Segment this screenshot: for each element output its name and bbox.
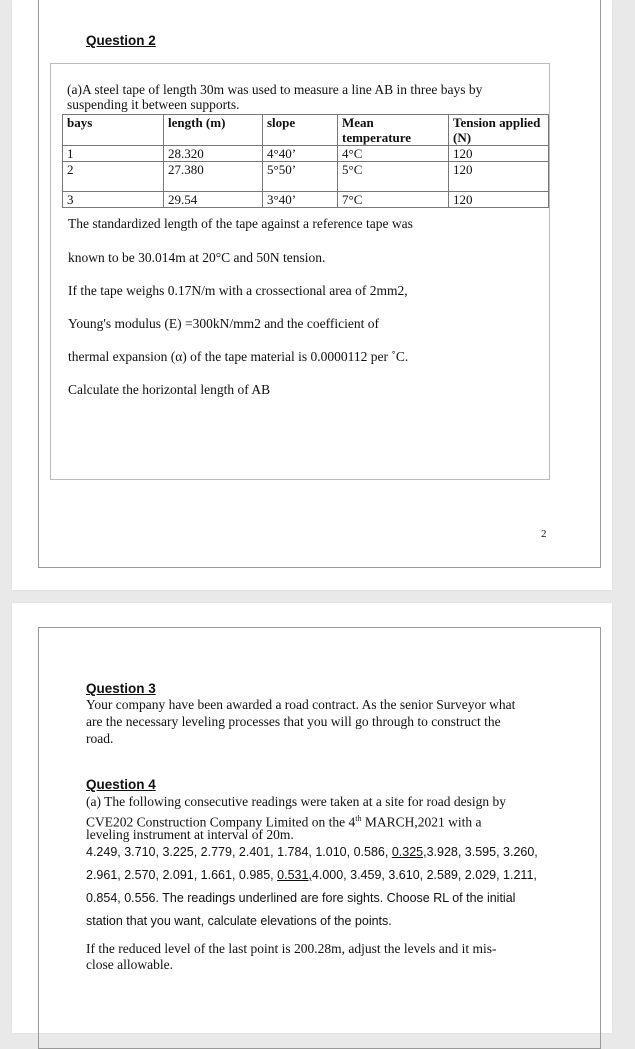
foresight-2: 0.531, bbox=[277, 868, 312, 882]
readings-1a: 4.249, 3.710, 3.225, 2.779, 2.401, 1.784, 1.010, 0.586, bbox=[86, 845, 392, 859]
q2-standardized-line: The standardized length of the tape against a reference tape was bbox=[68, 216, 413, 231]
readings-1b: 3.928, 3.595, 3.260, bbox=[426, 845, 538, 859]
q4-final-line2: close allowable. bbox=[86, 957, 173, 972]
readings-line-2 bbox=[86, 863, 537, 888]
table-row bbox=[63, 162, 549, 192]
header-tension: Tension applied (N) bbox=[449, 115, 549, 146]
q3-line3: road. bbox=[86, 731, 114, 746]
page-number: 2 bbox=[541, 528, 547, 540]
table-header-row bbox=[63, 115, 549, 146]
foresight-1: 0.325, bbox=[391, 845, 427, 859]
q2-youngs-line: Young's modulus (E) =300kN/mm2 and the coefficient of bbox=[68, 316, 380, 331]
q2-calculate-line: Calculate the horizontal length of AB bbox=[68, 382, 271, 397]
cell: 27.380 bbox=[164, 162, 263, 192]
cell: 5°C bbox=[338, 162, 449, 192]
q4-final-line1: If the reduced level of the last point is 200.28m, adjust the levels and it mis- bbox=[86, 941, 497, 956]
cell: 4°40’ bbox=[263, 146, 338, 162]
header-bays: bays bbox=[63, 115, 164, 146]
q4-line3: leveling instrument at interval of 20m. bbox=[86, 827, 294, 842]
q4-line1: (a) The following consecutive readings were taken at a site for road design by bbox=[86, 794, 506, 809]
header-temperature: Mean temperature bbox=[338, 115, 449, 146]
cell: 5°50’ bbox=[263, 162, 338, 192]
cell: 4°C bbox=[338, 146, 449, 162]
q3-line2: are the necessary leveling processes that you will go through to construct the bbox=[86, 714, 501, 729]
cell: 120 bbox=[449, 192, 549, 208]
q2-intro-line2: suspending it between supports. bbox=[67, 97, 240, 112]
readings-line-3: 0.854, 0.556. The readings underlined are fore sights. Choose RL of the initial bbox=[86, 891, 516, 905]
cell: 29.54 bbox=[164, 192, 263, 208]
question-3-heading: Question 3 bbox=[86, 681, 156, 696]
q3-line1: Your company have been awarded a road contract. As the senior Surveyor what bbox=[86, 697, 516, 712]
readings-2a: 2.961, 2.570, 2.091, 1.661, 0.985, bbox=[86, 868, 278, 882]
readings-line-1 bbox=[86, 840, 538, 865]
cell: 7°C bbox=[338, 192, 449, 208]
cell: 28.320 bbox=[164, 146, 263, 162]
cell: 3°40’ bbox=[263, 192, 338, 208]
cell: 1 bbox=[63, 146, 164, 162]
header-length: length (m) bbox=[164, 115, 263, 146]
q2-known-line: known to be 30.014m at 20°C and 50N tension. bbox=[68, 250, 326, 265]
readings-line-4: station that you want, calculate elevations of the points. bbox=[86, 914, 392, 928]
cell: 3 bbox=[63, 192, 164, 208]
cell: 2 bbox=[63, 162, 164, 192]
cell: 120 bbox=[449, 146, 549, 162]
cell: 120 bbox=[449, 162, 549, 192]
header-slope: slope bbox=[263, 115, 338, 146]
bays-table bbox=[62, 114, 549, 208]
q2-thermal-line: thermal expansion (α) of the tape material is 0.0000112 per ˚C. bbox=[68, 349, 409, 364]
readings-2b: 4.000, 3.459, 3.610, 2.589, 2.029, 1.211, bbox=[311, 868, 537, 882]
q2-intro-line1: (a)A steel tape of length 30m was used to measure a line AB in three bays by bbox=[67, 82, 483, 97]
question-2-heading: Question 2 bbox=[86, 33, 156, 48]
q2-weighs-line: If the tape weighs 0.17N/m with a crossectional area of 2mm2, bbox=[68, 283, 408, 298]
q4-line2-end: MARCH,2021 with a bbox=[361, 814, 482, 830]
q4-line2-sup: th bbox=[355, 814, 362, 823]
table-row bbox=[63, 192, 549, 208]
q4-line2-start: CVE202 Construction Company Limited on the 4 bbox=[86, 814, 356, 830]
question-4-heading: Question 4 bbox=[86, 777, 156, 792]
table-row bbox=[63, 146, 549, 162]
